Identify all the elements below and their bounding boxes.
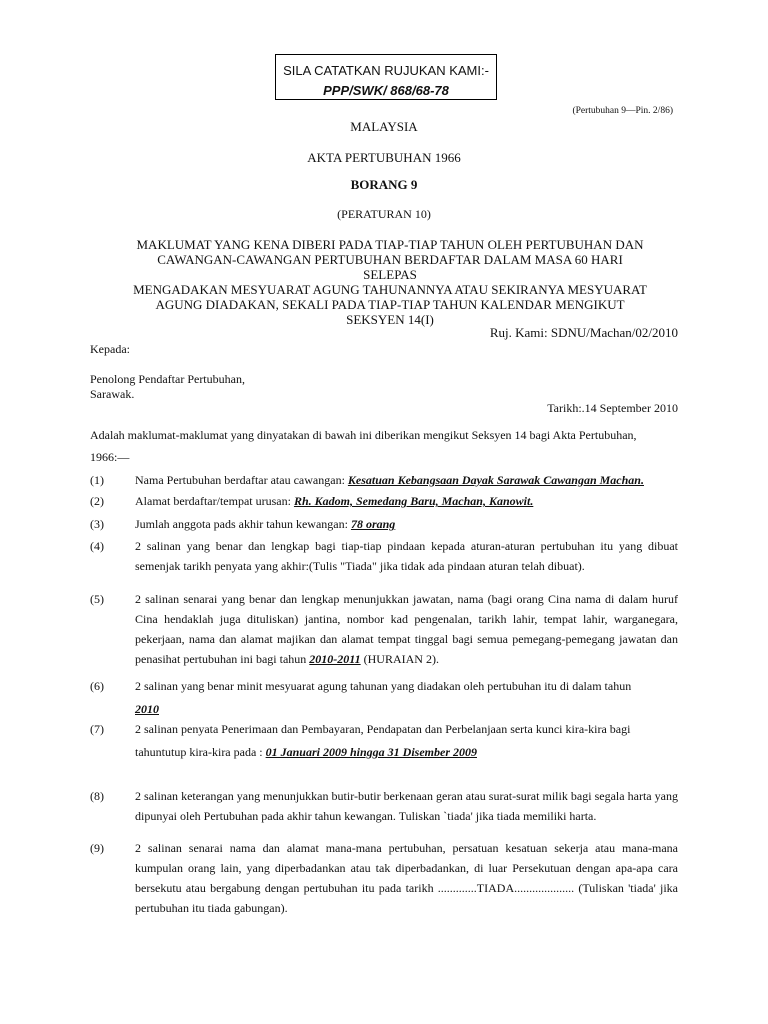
item-text: 2 salinan senarai nama dan alamat mana-mana pertubuhan, persatuan kesatuan sekerja atau mana-mana kumpulan orang lain, yang diperbadankan atau tak diperbadankan, di luar Persekutuan dengan apa-apa cara bersekutu atau bergabung dengan pertubuhan itu pada tarikh .............TIADA.................... (Tuliskan 'tiada' jika pertubuhan itu tiada gabungan). bbox=[135, 841, 678, 915]
item-text: 2 salinan keterangan yang menunjukkan butir-butir berkenaan geran atau surat-surat milik bagi segala harta yang dipunyai oleh Pertubuhan pada akhir tahun kewangan. Tuliskan `tiada' jika tiada memiliki harta. bbox=[135, 789, 678, 823]
item-number: (3) bbox=[90, 517, 104, 531]
item-fill: 2010-2011 bbox=[309, 652, 361, 666]
item-6 bbox=[135, 676, 678, 719]
item-text: 2 salinan yang benar dan lengkap bagi tiap-tiap pindaan kepada aturan-aturan pertubuhan itu yang dibuat semenjak tarikh penyata yang akhir:(Tulis "Tiada" jika tidak ada pindaan aturan telah dibuat). bbox=[135, 539, 678, 573]
item-text-after: (HURAIAN 2). bbox=[360, 652, 439, 666]
item-text: Alamat berdaftar/tempat urusan: bbox=[135, 494, 294, 508]
item-number: (5) bbox=[90, 592, 104, 606]
title-line: SEKSYEN 14(I) bbox=[346, 312, 434, 327]
item-1 bbox=[135, 470, 678, 490]
reference-box bbox=[275, 54, 497, 100]
item-5 bbox=[135, 589, 678, 669]
item-number: (9) bbox=[90, 841, 104, 855]
item-fill: 01 Januari 2009 hingga 31 Disember 2009 bbox=[265, 745, 477, 759]
item-text: Nama Pertubuhan berdaftar atau cawangan: bbox=[135, 473, 348, 487]
reference-number: PPP/SWK/ 868/68-78 bbox=[323, 83, 449, 98]
item-text-line2: tahuntutup kira-kira pada : bbox=[135, 745, 266, 759]
item-text: 2 salinan senarai yang benar dan lengkap menunjukkan jawatan, nama (bagi orang Cina nama di dalam huruf Cina hendaklah juga dituliskan) jantina, nombor kad pengenalan, tarikh lahir, tempat lahir, warganegara, pekerjaan, nama dan alamat majikan dan alamat tempat tinggal bagi semua pemegang-pemegang jawatan dan penasihat pertubuhan ini bagi tahun bbox=[135, 592, 678, 666]
item-fill: 2010 bbox=[135, 702, 159, 716]
item-number: (4) bbox=[90, 539, 104, 553]
reference-label: SILA CATATKAN RUJUKAN KAMI:- bbox=[283, 63, 489, 78]
title-line: AGUNG DIADAKAN, SEKALI PADA TIAP-TIAP TAHUN KALENDAR MENGIKUT bbox=[155, 297, 625, 312]
item-fill: Rh. Kadom, Semedang Baru, Machan, Kanowit. bbox=[293, 494, 534, 508]
title-line: CAWANGAN-CAWANGAN PERTUBUHAN BERDAFTAR DALAM MASA 60 HARI SELEPAS bbox=[157, 252, 623, 282]
item-8 bbox=[135, 786, 678, 826]
form-code: (Pertubuhan 9—Pin. 2/86) bbox=[572, 106, 673, 116]
our-reference: Ruj. Kami: SDNU/Machan/02/2010 bbox=[489, 325, 678, 340]
title-line: MENGADAKAN MESYUARAT AGUNG TAHUNANNYA ATAU SEKIRANYA MESYUARAT bbox=[133, 282, 647, 297]
intro-line1: Adalah maklumat-maklumat yang dinyatakan di bawah ini diberikan mengikut Seksyen 14 bagi Akta Pertubuhan, bbox=[90, 428, 637, 442]
regulation-heading: (PERATURAN 10) bbox=[337, 207, 431, 221]
item-7 bbox=[135, 719, 678, 762]
form-heading: BORANG 9 bbox=[350, 177, 418, 192]
item-text: 2 salinan yang benar minit mesyuarat agung tahunan yang diadakan oleh pertubuhan itu di dalam tahun bbox=[135, 679, 632, 693]
item-number: (6) bbox=[90, 679, 104, 693]
title-line: MAKLUMAT YANG KENA DIBERI PADA TIAP-TIAP TAHUN OLEH PERTUBUHAN DAN bbox=[136, 237, 644, 252]
item-number: (1) bbox=[90, 473, 104, 487]
form-title bbox=[130, 237, 650, 327]
intro-line2: 1966:— bbox=[90, 450, 130, 464]
item-fill: Kesatuan Kebangsaan Dayak Sarawak Cawangan Machan. bbox=[347, 473, 644, 487]
item-number: (2) bbox=[90, 494, 104, 508]
item-number: (8) bbox=[90, 789, 104, 803]
item-text: Jumlah anggota pads akhir tahun kewangan: bbox=[135, 517, 351, 531]
item-3 bbox=[135, 514, 678, 534]
item-9 bbox=[135, 838, 678, 918]
country-heading: MALAYSIA bbox=[350, 119, 418, 134]
recipient-line2: Sarawak. bbox=[90, 387, 135, 401]
recipient-line1: Penolong Pendaftar Pertubuhan, bbox=[90, 372, 245, 386]
item-text: 2 salinan penyata Penerimaan dan Pembayaran, Pendapatan dan Perbelanjaan serta kunci kira-kira bagi bbox=[135, 722, 631, 736]
item-fill: 78 orang bbox=[350, 517, 396, 531]
to-label: Kepada: bbox=[90, 342, 130, 356]
item-4 bbox=[135, 536, 678, 576]
item-2 bbox=[135, 491, 678, 511]
item-number: (7) bbox=[90, 722, 104, 736]
date: Tarikh:.14 September 2010 bbox=[547, 401, 678, 415]
act-heading: AKTA PERTUBUHAN 1966 bbox=[307, 150, 461, 165]
